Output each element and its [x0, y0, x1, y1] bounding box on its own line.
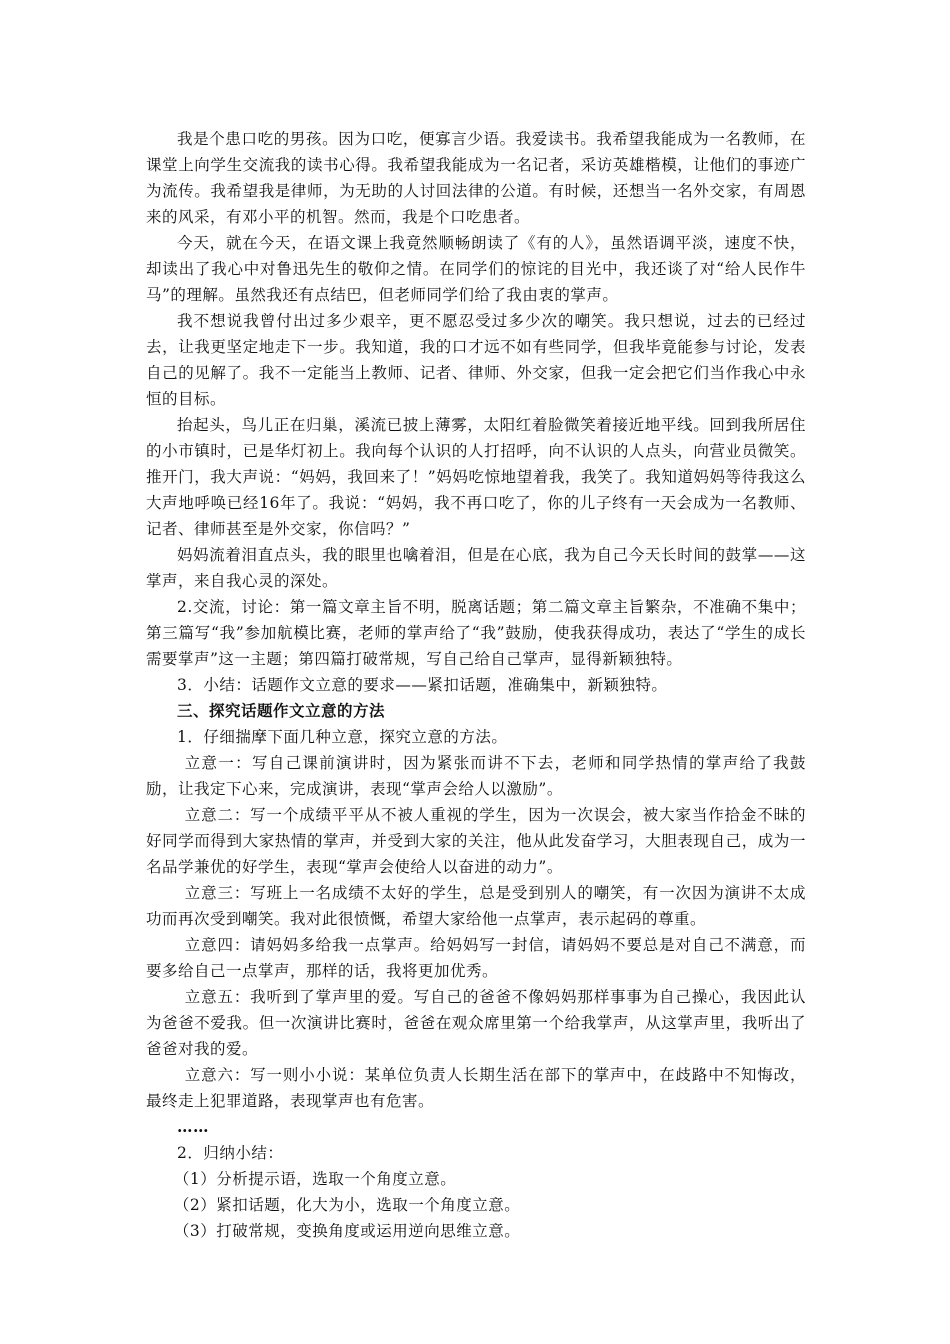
summary-paragraph: 3．小结：话题作文立意的要求——紧扣话题，准确集中，新颖独特。 — [177, 676, 668, 694]
idea-paragraph-5: 立意五：我听到了掌声里的爱。写自己的爸爸不像妈妈那样事事为自己操心，我因此认为爸爸不爱我。但一次演讲比赛时，爸爸在观众席里第一个给我掌声，从这掌声里，我听出了爸爸对我的爱。 — [146, 988, 806, 1058]
story-paragraph-3: 我不想说我曾付出过多少艰辛，更不愿忍受过多少次的嘲笑。我只想说，过去的已经过去，让我更坚定地走下一步。我知道，我的口才远不如有些同学，但我毕竟能参与讨论，发表自己的见解了。我不一定能当上教师、记者、律师、外交家，但我一定会把它们当作我心中永恒的目标。 — [146, 312, 806, 408]
task-paragraph: 1．仔细揣摩下面几种立意，探究立意的方法。 — [177, 728, 508, 746]
story-paragraph-4: 抬起头，鸟儿正在归巢，溪流已披上薄雾，太阳红着脸微笑着接近地平线。回到我所居住的小市镇时，已是华灯初上。我向每个认识的人打招呼，向不认识的人点头，向营业员微笑。推开门，我大声说：“妈妈，我回来了！”妈妈吃惊地望着我，我笑了。我知道妈妈等待我这么大声地呼唤已经16年了。我说：“妈妈，我不再口吃了，你的儿子终有一天会成为一名教师、记者、律师甚至是外交家，你信吗？” — [146, 416, 806, 538]
conclusion-item-3: （3）打破常规，变换角度或运用逆向思维立意。 — [173, 1222, 521, 1240]
idea-paragraph-6: 立意六：写一则小小说：某单位负责人长期生活在部下的掌声中，在歧路中不知悔改，最终走上犯罪道路，表现掌声也有危害。 — [146, 1066, 806, 1110]
ellipsis: …… — [177, 1117, 209, 1136]
idea-paragraph-2: 立意二：写一个成绩平平从不被人重视的学生，因为一次误会，被大家当作拾金不昧的好同学而得到大家热情的掌声，并受到大家的关注，他从此发奋学习，大胆表现自己，成为一名品学兼优的好学生，表现“掌声会使给人以奋进的动力”。 — [146, 806, 806, 876]
section-heading: 三、探究话题作文立意的方法 — [177, 702, 386, 720]
idea-paragraph-4: 立意四：请妈妈多给我一点掌声。给妈妈写一封信，请妈妈不要总是对自己不满意，而要多给自己一点掌声，那样的话，我将更加优秀。 — [146, 936, 806, 980]
conclusion-item-2: （2）紧扣话题，化大为小，选取一个角度立意。 — [173, 1196, 521, 1214]
story-paragraph-2: 今天，就在今天，在语文课上我竟然顺畅朗读了《有的人》，虽然语调平淡，速度不快，却读出了我心中对鲁迅先生的敬仰之情。在同学们的惊诧的目光中，我还谈了对“给人民作牛马”的理解。虽然我还有点结巴，但老师同学们给了我由衷的掌声。 — [146, 234, 806, 304]
idea-paragraph-3: 立意三：写班上一名成绩不太好的学生，总是受到别人的嘲笑，有一次因为演讲不太成功而再次受到嘲笑。我对此很愤慨，希望大家给他一点掌声，表示起码的尊重。 — [146, 884, 806, 928]
story-paragraph-5: 妈妈流着泪直点头，我的眼里也噙着泪，但是在心底，我为自己今天长时间的鼓掌——这掌声，来自我心灵的深处。 — [146, 546, 806, 590]
document-page — [146, 126, 806, 1244]
conclusion-item-1: （1）分析提示语，选取一个角度立意。 — [173, 1170, 457, 1188]
story-paragraph-1: 我是个患口吃的男孩。因为口吃，便寡言少语。我爱读书。我希望我能成为一名教师，在课堂上向学生交流我的读书心得。我希望我能成为一名记者，采访英雄楷模，让他们的事迹广为流传。我希望我是律师，为无助的人讨回法律的公道。有时候，还想当一名外交家，有周恩来的风采，有邓小平的机智。然而，我是个口吃患者。 — [146, 130, 806, 226]
conclusion-title: 2．归纳小结： — [177, 1144, 284, 1162]
idea-paragraph-1: 立意一：写自己课前演讲时，因为紧张而讲不下去，老师和同学热情的掌声给了我鼓励，让我定下心来，完成演讲，表现“掌声会给人以激励”。 — [146, 754, 806, 798]
discussion-paragraph: 2.交流，讨论：第一篇文章主旨不明，脱离话题；第二篇文章主旨繁杂，不准确不集中；第三篇写“我”参加航模比赛，老师的掌声给了“我”鼓励，使我获得成功，表达了“学生的成长需要掌声”这一主题；第四篇打破常规，写自己给自己掌声，显得新颖独特。 — [146, 598, 806, 668]
